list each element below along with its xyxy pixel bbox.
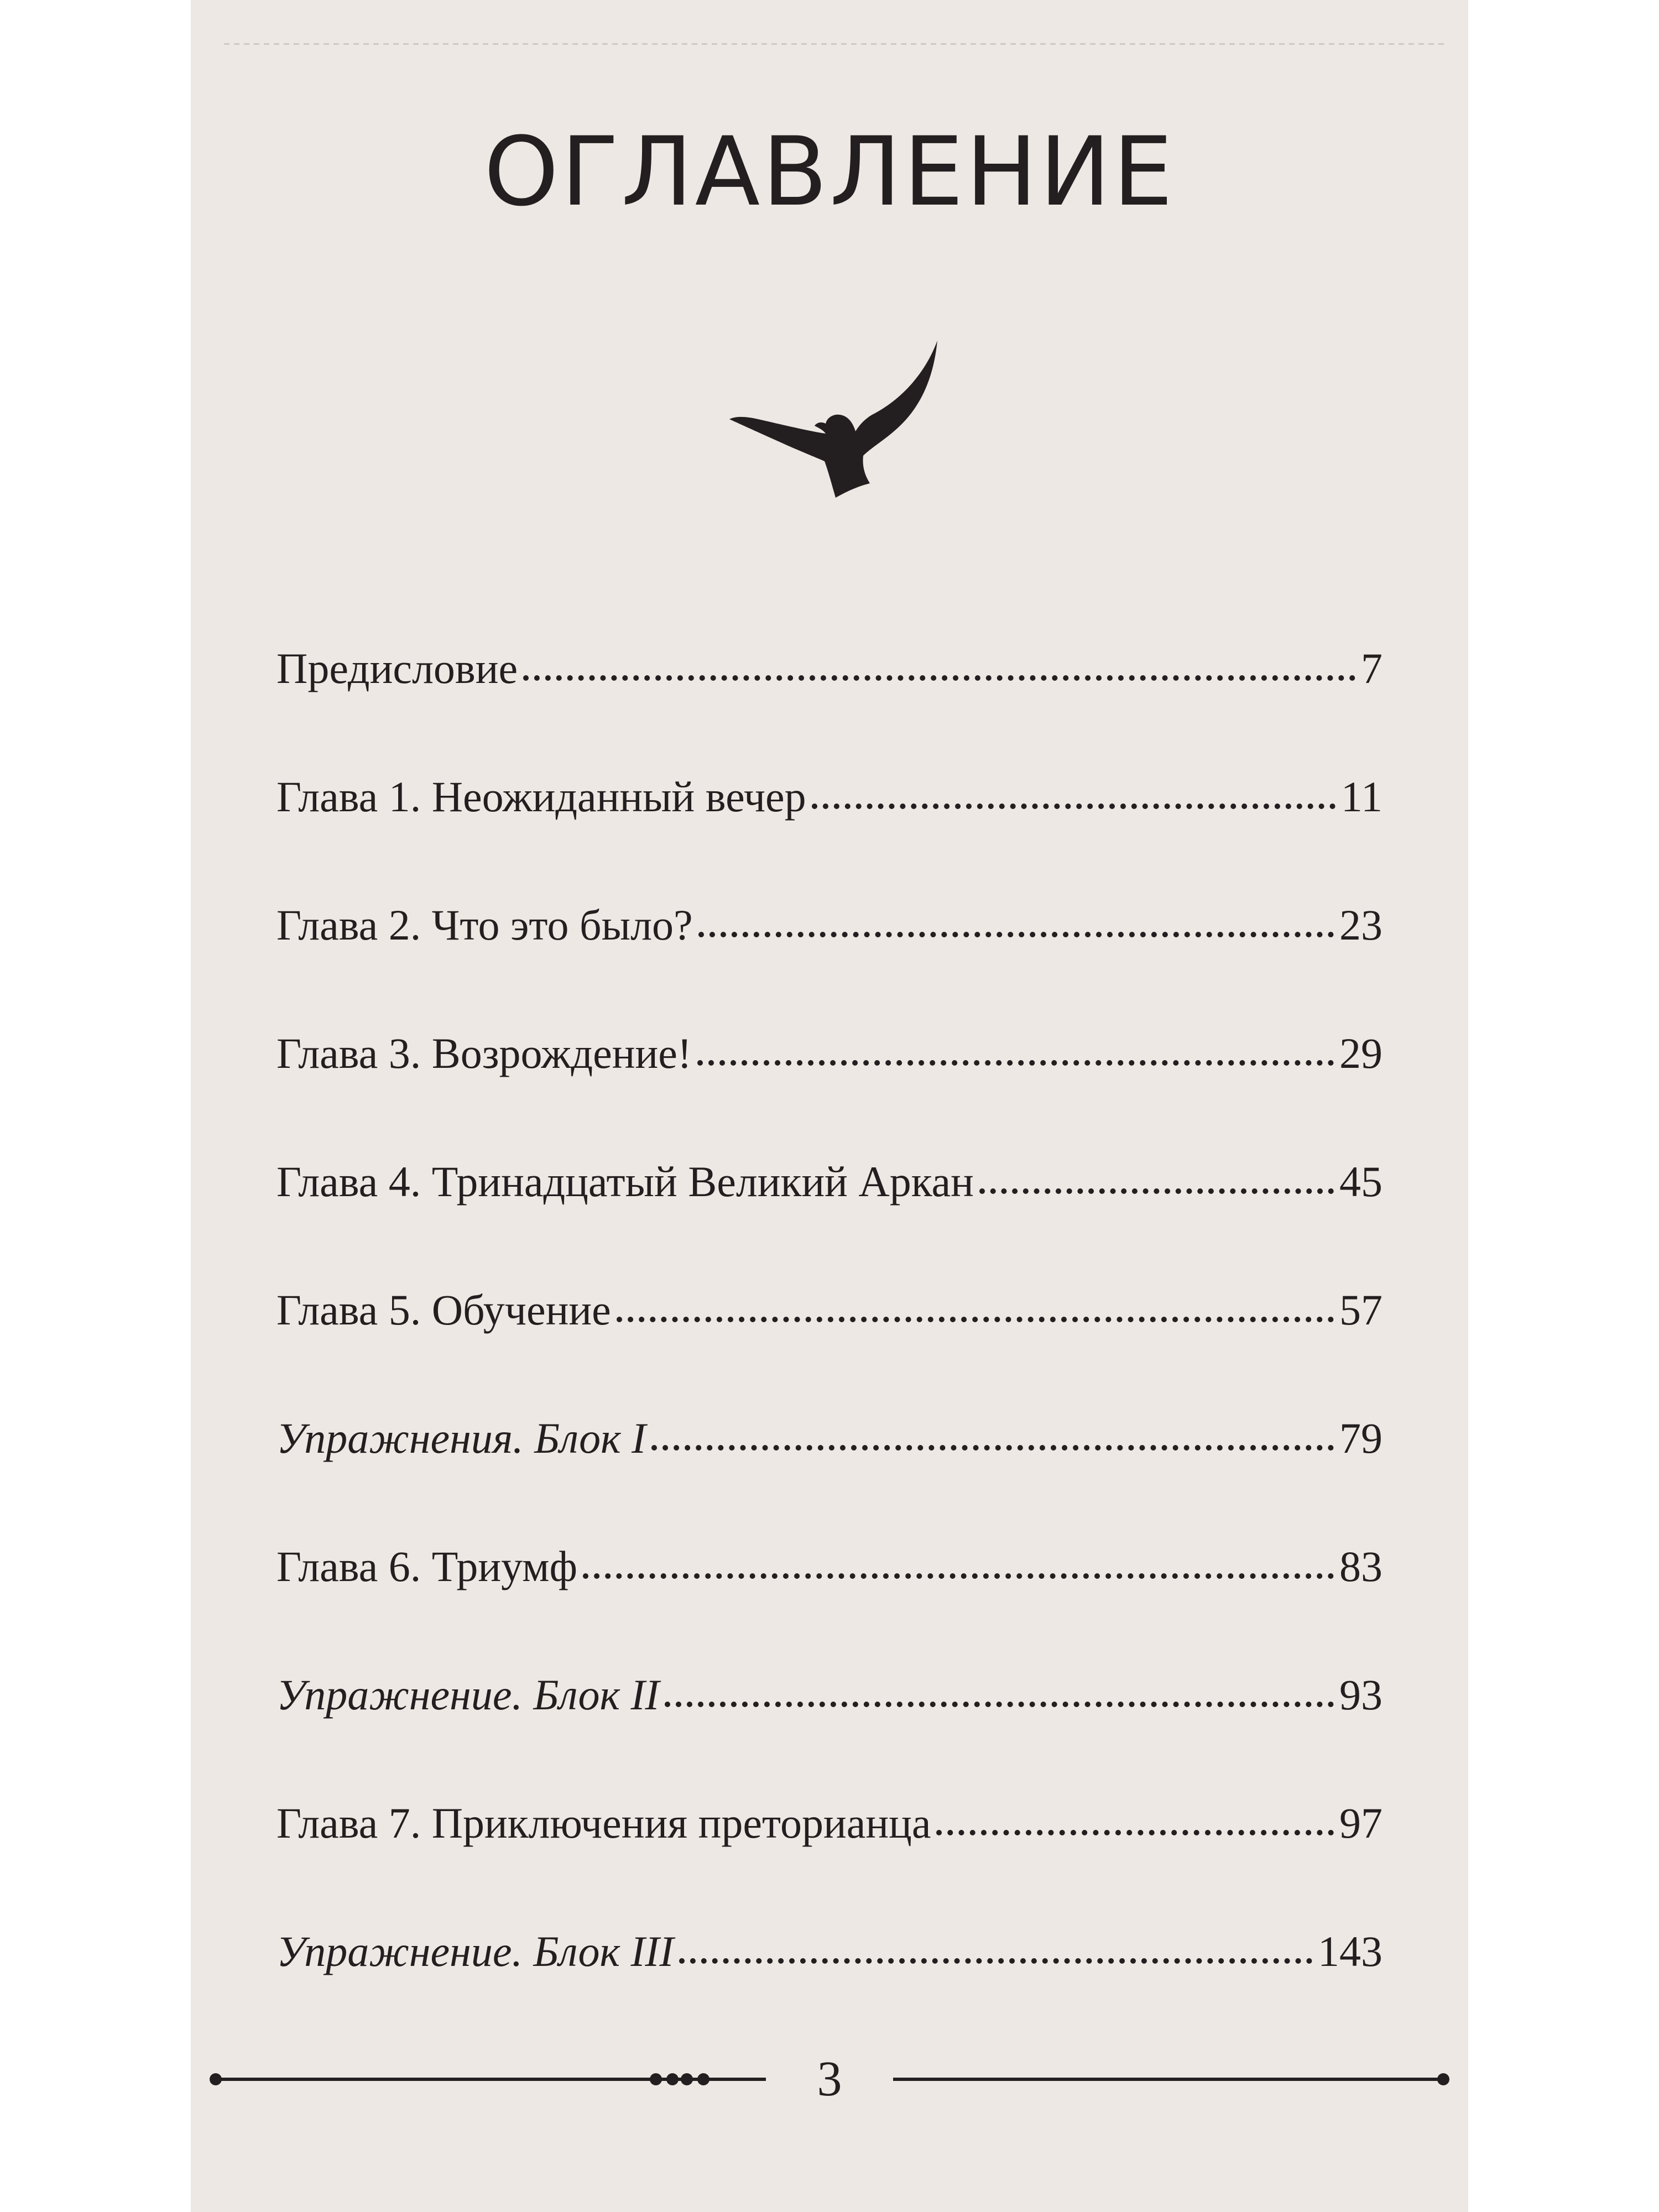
toc-entry-label: Упражнения. Блок I bbox=[276, 1414, 646, 1462]
footer-rule-right bbox=[893, 2078, 1446, 2081]
toc-entry-label: Глава 2. Что это было? bbox=[276, 901, 693, 949]
toc-entry-label: Глава 1. Неожиданный вечер bbox=[276, 773, 806, 821]
bird-silhouette-icon bbox=[727, 337, 948, 503]
toc-dot-leader bbox=[979, 1188, 1334, 1194]
toc-dot-leader bbox=[651, 1445, 1334, 1451]
book-page bbox=[191, 0, 1468, 2212]
footer-dot bbox=[697, 2073, 709, 2085]
toc-entry-label: Предисловие bbox=[276, 644, 518, 692]
toc-entry bbox=[276, 1157, 1383, 1288]
toc-entry-label: Глава 3. Возрождение! bbox=[276, 1029, 692, 1077]
footer-dot bbox=[681, 2073, 693, 2085]
toc-entry-label: Глава 7. Приключения преторианца bbox=[276, 1799, 931, 1847]
page-title: ОГЛАВЛЕНИЕ bbox=[484, 116, 1175, 227]
bleed-through-rule bbox=[224, 43, 1446, 45]
toc-entry bbox=[276, 901, 1383, 1032]
toc-dot-leader bbox=[617, 1317, 1334, 1322]
toc-entry bbox=[276, 1673, 1383, 1802]
toc-entry-page: 23 bbox=[1339, 901, 1383, 949]
toc-dot-leader bbox=[812, 804, 1335, 809]
toc-entry-page: 11 bbox=[1340, 773, 1383, 821]
toc-entry bbox=[276, 1542, 1383, 1673]
toc-entry-page: 7 bbox=[1361, 644, 1383, 692]
toc-dot-leader bbox=[523, 675, 1355, 681]
toc-entry-page: 57 bbox=[1339, 1286, 1383, 1334]
toc-entry-label: Глава 6. Триумф bbox=[276, 1542, 577, 1590]
toc-entry-label: Упражнение. Блок III bbox=[276, 1927, 674, 1975]
page-number: 3 bbox=[817, 2052, 842, 2106]
toc-entry-page: 79 bbox=[1339, 1414, 1383, 1462]
toc-entry-page: 143 bbox=[1318, 1927, 1383, 1975]
footer-dot bbox=[1437, 2073, 1449, 2085]
toc-entry-page: 29 bbox=[1339, 1029, 1383, 1077]
toc-dot-leader bbox=[665, 1702, 1334, 1707]
toc-entry bbox=[276, 1799, 1383, 1930]
toc-entry-page: 83 bbox=[1339, 1542, 1383, 1590]
toc-dot-leader bbox=[936, 1830, 1334, 1835]
toc-dot-leader bbox=[698, 932, 1334, 937]
toc-entry-page: 45 bbox=[1339, 1157, 1383, 1206]
toc-entry bbox=[276, 1414, 1383, 1545]
toc-entry-label: Глава 4. Тринадцатый Великий Аркан bbox=[276, 1157, 974, 1206]
toc-entry bbox=[276, 1288, 1383, 1417]
toc-entry-page: 93 bbox=[1339, 1671, 1383, 1719]
toc-entry-label: Упражнение. Блок II bbox=[276, 1671, 660, 1719]
toc-entry bbox=[276, 775, 1383, 904]
toc-entry-page: 97 bbox=[1339, 1799, 1383, 1847]
toc-entry-label: Глава 5. Обучение bbox=[276, 1286, 611, 1334]
toc-dot-leader bbox=[679, 1958, 1312, 1964]
toc-entry bbox=[276, 1029, 1383, 1160]
page-footer bbox=[213, 2049, 1446, 2110]
toc-entry bbox=[276, 1927, 1383, 2058]
toc-dot-leader bbox=[583, 1573, 1334, 1579]
table-of-contents bbox=[276, 644, 1383, 2058]
toc-entry bbox=[276, 644, 1383, 775]
toc-dot-leader bbox=[697, 1060, 1334, 1066]
